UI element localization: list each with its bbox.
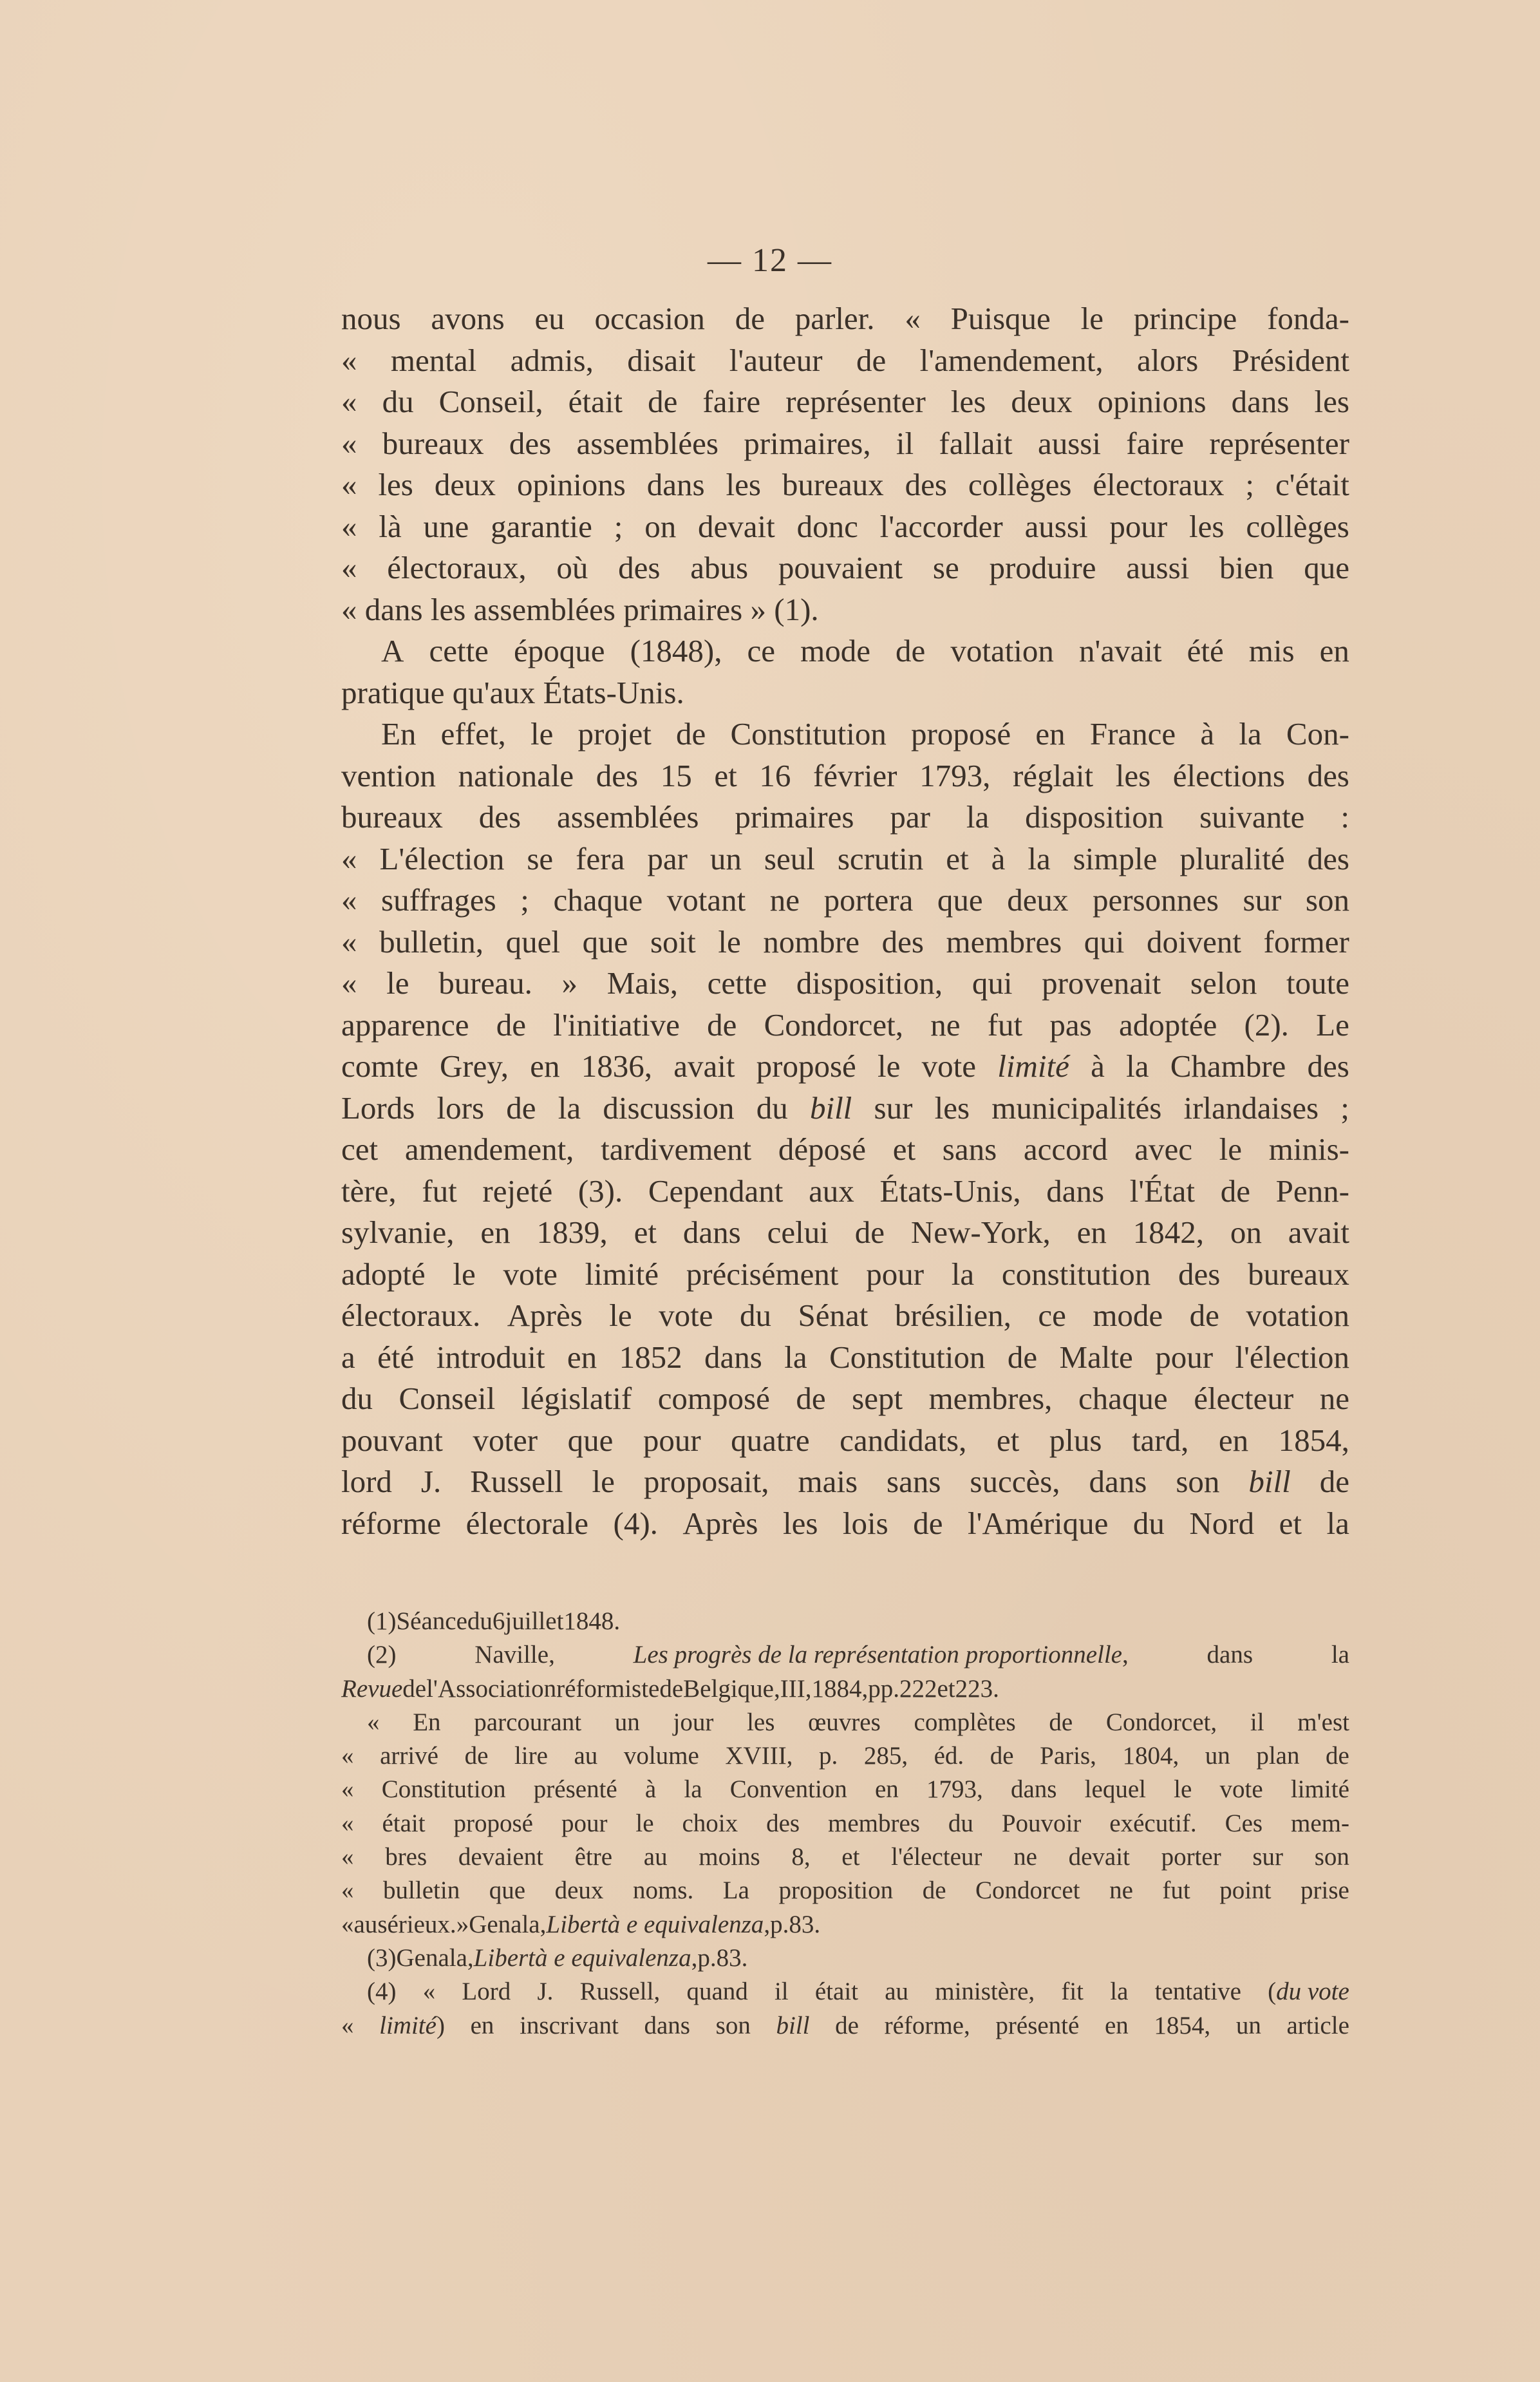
body-text-line: Lords lors de la discussion du bill sur les municipalités irlandaises ; [341, 1090, 1349, 1126]
footnote-line: (1) Séance du 6 juillet 1848. [367, 1607, 621, 1635]
footnotes [341, 1605, 1349, 2043]
footnote-line: « bres devaient être au moins 8, et l'électeur ne devait porter sur son [341, 1843, 1349, 1871]
footnote-line: « Constitution présenté à la Convention en 1793, dans lequel le vote limité [341, 1775, 1349, 1804]
body-text-line: « le bureau. » Mais, cette disposition, qui provenait selon toute [341, 965, 1349, 1001]
body-text-line: vention nationale des 15 et 16 février 1793, réglait les élections des [341, 757, 1349, 793]
footnote-line: Revue de l'Association réformiste de Belgique, III, 1884, pp. 222 et 223. [341, 1674, 999, 1703]
body-text-line: tère, fut rejeté (3). Cependant aux États-Unis, dans l'État de Penn- [341, 1173, 1349, 1209]
body-text-line: bureaux des assemblées primaires par la disposition suivante : [341, 799, 1349, 835]
body-text [341, 298, 1349, 1544]
body-text-line: adopté le vote limité précisément pour la constitution des bureaux [341, 1256, 1349, 1292]
body-text-line: électoraux. Après le vote du Sénat brésilien, ce mode de votation [341, 1298, 1349, 1333]
footnote-line: (4) « Lord J. Russell, quand il était au ministère, fit la tentative (du vote [367, 1978, 1349, 2006]
footnote-line: « limité) en inscrivant dans son bill de réforme, présenté en 1854, un article [341, 2011, 1349, 2039]
footnote-line: « arrivé de lire au volume XVIII, p. 285, éd. de Paris, 1804, un plan de [341, 1742, 1349, 1770]
body-text-line: apparence de l'initiative de Condorcet, ne fut pas adoptée (2). Le [341, 1007, 1349, 1043]
body-text-line: réforme électorale (4). Après les lois de l'Amérique du Nord et la [341, 1505, 1349, 1541]
body-text-line: « suffrages ; chaque votant ne portera que deux personnes sur son [341, 882, 1349, 918]
body-text-line: pratique qu'aux États-Unis. [341, 674, 684, 710]
body-text-line: du Conseil législatif composé de sept membres, chaque électeur ne [341, 1381, 1349, 1416]
body-text-line: comte Grey, en 1836, avait proposé le vote limité à la Chambre des [341, 1048, 1349, 1084]
footnote-line: (3) Genala, Libertà e equivalenza, p. 83. [367, 1943, 748, 1972]
body-text-line: sylvanie, en 1839, et dans celui de New-York, en 1842, on avait [341, 1215, 1349, 1250]
body-text-line: A cette époque (1848), ce mode de votation n'avait été mis en [381, 633, 1349, 668]
body-text-line: « les deux opinions dans les bureaux des collèges électoraux ; c'était [341, 467, 1349, 502]
body-text-line: nous avons eu occasion de parler. « Puisque le principe fonda- [341, 301, 1349, 336]
body-text-line: En effet, le projet de Constitution proposé en France à la Con- [381, 716, 1349, 751]
body-text-line: « dans les assemblées primaires » (1). [341, 591, 819, 627]
body-text-line: « bulletin, quel que soit le nombre des membres qui doivent former [341, 923, 1349, 959]
page-number: — 12 — [708, 242, 832, 279]
body-text-line: « électoraux, où des abus pouvaient se produire aussi bien que [341, 550, 1349, 585]
body-text-line: a été introduit en 1852 dans la Constitution de Malte pour l'élection [341, 1339, 1349, 1375]
body-text-line: lord J. Russell le proposait, mais sans succès, dans son bill de [341, 1464, 1349, 1499]
footnote-line: « au sérieux. » Genala, Libertà e equivalenza, p. 83. [341, 1910, 821, 1938]
footnote-line: « bulletin que deux noms. La proposition de Condorcet ne fut point prise [341, 1876, 1349, 1905]
body-text-line: « L'élection se fera par un seul scrutin et à la simple pluralité des [341, 840, 1349, 876]
footnote-line: « était proposé pour le choix des membres du Pouvoir exécutif. Ces mem- [341, 1809, 1349, 1837]
body-text-line: pouvant voter que pour quatre candidats, et plus tard, en 1854, [341, 1422, 1349, 1458]
body-text-line: « mental admis, disait l'auteur de l'amendement, alors Président [341, 342, 1349, 378]
body-text-line: « du Conseil, était de faire représenter les deux opinions dans les [341, 384, 1349, 419]
body-text-line: « là une garantie ; on devait donc l'accorder aussi pour les collèges [341, 508, 1349, 544]
footnote-line: (2) Naville, Les progrès de la représentation proportionnelle, dans la [367, 1641, 1349, 1669]
body-text-line: « bureaux des assemblées primaires, il fallait aussi faire représenter [341, 425, 1349, 461]
body-text-line: cet amendement, tardivement déposé et sans accord avec le minis- [341, 1131, 1349, 1167]
footnote-line: « En parcourant un jour les œuvres complètes de Condorcet, il m'est [367, 1708, 1349, 1736]
